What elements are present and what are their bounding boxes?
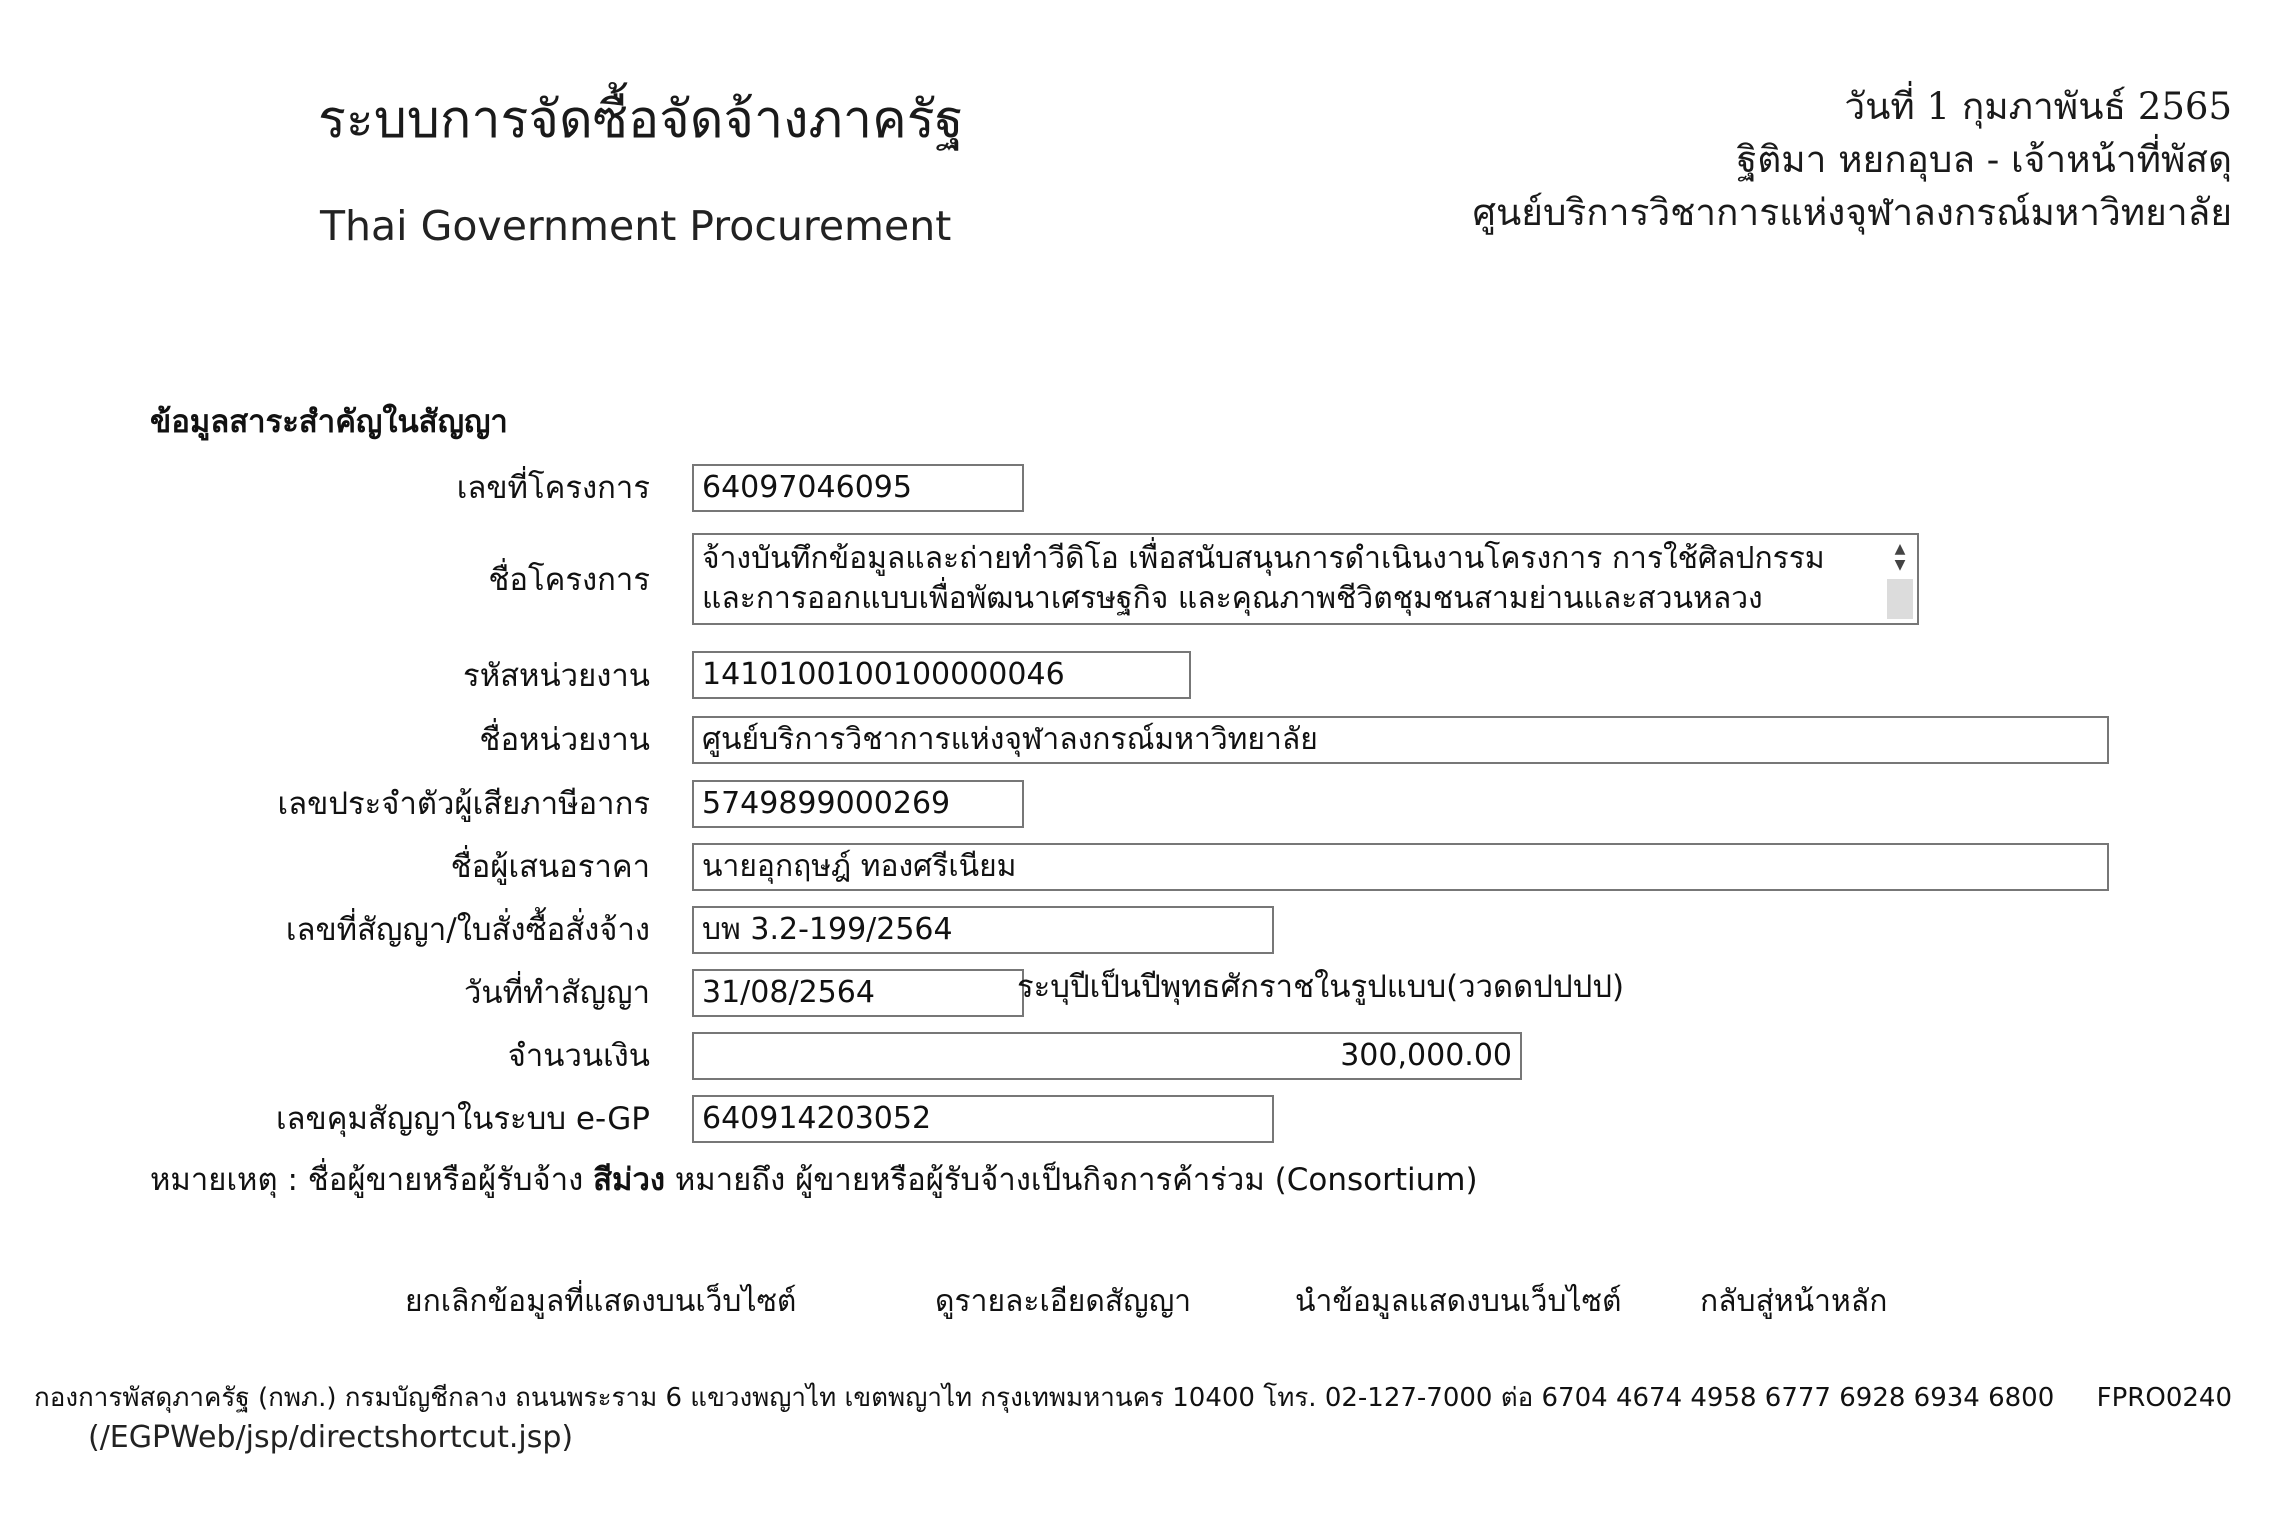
dept-code-label: รหัสหน่วยงาน	[463, 658, 650, 694]
project-name-label: ชื่อโครงการ	[488, 562, 650, 598]
section-title: ข้อมูลสาระสำคัญในสัญญา	[150, 404, 508, 440]
note-suffix: หมายถึง ผู้ขายหรือผู้รับจ้างเป็นกิจการค้าร่วม (Consortium)	[665, 1162, 1478, 1198]
cancel-publish-link[interactable]: ยกเลิกข้อมูลที่แสดงบนเว็บไซต์	[405, 1284, 797, 1319]
system-title-th: ระบบการจัดซื้อจัดจ้างภาครัฐ	[318, 90, 964, 150]
system-title-en: Thai Government Procurement	[320, 202, 952, 250]
note-prefix: หมายเหตุ : ชื่อผู้ขายหรือผู้รับจ้าง	[150, 1162, 594, 1198]
scroll-track[interactable]	[1887, 579, 1913, 619]
form-code: FPRO0240	[2096, 1383, 2232, 1413]
bidder-name-field[interactable]: นายอุกฤษฎ์ ทองศรีเนียม	[692, 843, 2109, 891]
header-info	[1472, 82, 2232, 241]
contract-no-label: เลขที่สัญญา/ใบสั่งซื้อสั่งจ้าง	[285, 912, 650, 948]
current-date: วันที่ 1 กุมภาพันธ์ 2565	[1844, 85, 2232, 128]
current-user: ฐิติมา หยกอุบล - เจ้าหน้าที่พัสดุ	[1736, 138, 2232, 181]
page-path: (/EGPWeb/jsp/directshortcut.jsp)	[88, 1420, 574, 1455]
contract-date-field[interactable]: 31/08/2564	[692, 969, 1024, 1017]
contract-date-hint: ระบุปีเป็นปีพุทธศักราชในรูปแบบ(ววดดปปปป)	[1017, 969, 1625, 1005]
tax-id-label: เลขประจำตัวผู้เสียภาษีอากร	[277, 786, 650, 822]
amount-label: จำนวนเงิน	[507, 1038, 650, 1074]
tax-id-field[interactable]: 5749899000269	[692, 780, 1024, 828]
dept-name-label: ชื่อหน่วยงาน	[479, 722, 650, 758]
bidder-name-label: ชื่อผู้เสนอราคา	[450, 849, 650, 885]
contract-date-label: วันที่ทำสัญญา	[463, 975, 650, 1011]
amount-field[interactable]: 300,000.00	[692, 1032, 1522, 1080]
home-link[interactable]: กลับสู่หน้าหลัก	[1700, 1284, 1888, 1319]
egp-no-label: เลขคุมสัญญาในระบบ e-GP	[275, 1101, 650, 1137]
footer-address: กองการพัสดุภาครัฐ (กพภ.) กรมบัญชีกลาง ถนนพระราม 6 แขวงพญาไท เขตพญาไท กรุงเทพมหานคร 10400 โทร. 02-127-7000 ต่อ 6704 4674 4958 6777 6928 6934 6800	[34, 1383, 2055, 1413]
project-no-field[interactable]: 64097046095	[692, 464, 1024, 512]
textarea-scrollbar[interactable]	[1885, 537, 1915, 621]
project-name-text: จ้างบันทึกข้อมูลและถ่ายทำวีดิโอ เพื่อสนับสนุนการดำเนินงานโครงการ การใช้ศิลปกรรม และการออกแบบเพื่อพัฒนาเศรษฐกิจ และคุณภาพชีวิตชุมชนสามย่านและสวนหลวง	[702, 541, 1825, 616]
dept-name-field[interactable]: ศูนย์บริการวิชาการแห่งจุฬาลงกรณ์มหาวิทยาลัย	[692, 716, 2109, 764]
publish-link[interactable]: นำข้อมูลแสดงบนเว็บไซต์	[1295, 1284, 1622, 1319]
note-highlight: สีม่วง	[593, 1162, 666, 1198]
project-name-textarea[interactable]	[692, 533, 1919, 625]
scroll-down-icon[interactable]: ▼	[1894, 557, 1906, 573]
dept-code-field[interactable]: 1410100100100000046	[692, 651, 1191, 699]
view-contract-link[interactable]: ดูรายละเอียดสัญญา	[935, 1284, 1192, 1319]
user-agency: ศูนย์บริการวิชาการแห่งจุฬาลงกรณ์มหาวิทยาลัย	[1472, 191, 2232, 234]
project-no-label: เลขที่โครงการ	[456, 470, 650, 506]
contract-no-field[interactable]: บพ 3.2-199/2564	[692, 906, 1274, 954]
scroll-up-icon[interactable]: ▲	[1894, 541, 1906, 557]
consortium-note	[150, 1160, 1478, 1200]
egp-no-field[interactable]: 640914203052	[692, 1095, 1274, 1143]
